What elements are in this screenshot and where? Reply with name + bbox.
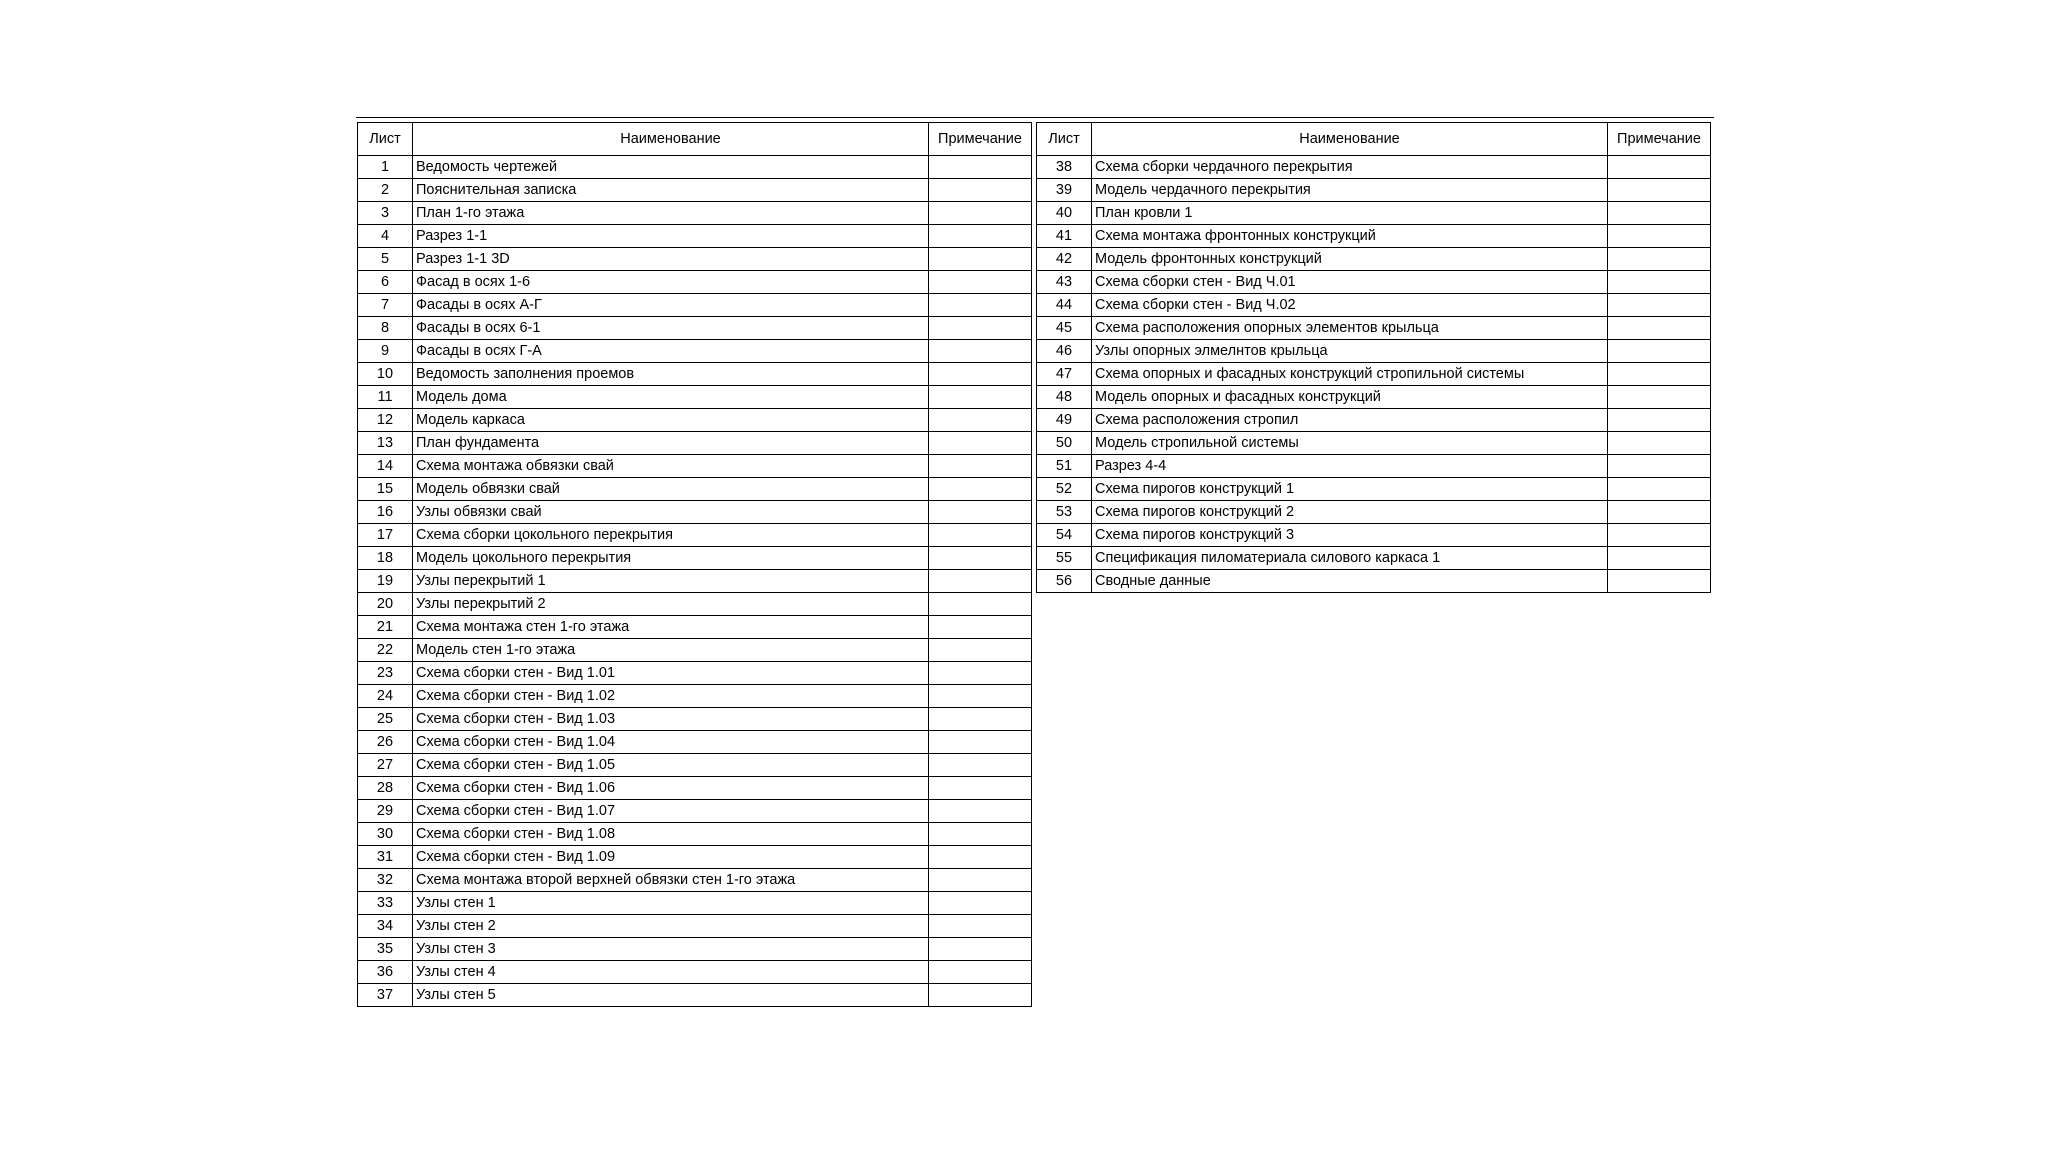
sheet-number-cell: 52 bbox=[1037, 478, 1092, 501]
sheet-number-cell: 44 bbox=[1037, 294, 1092, 317]
header-sheet: Лист bbox=[358, 123, 413, 156]
sheet-note-cell bbox=[929, 984, 1032, 1007]
sheet-name-cell: Схема сборки стен - Вид 1.08 bbox=[413, 823, 929, 846]
drawings-table-left bbox=[357, 122, 1032, 1007]
sheet-number-cell: 24 bbox=[358, 685, 413, 708]
sheet-name-cell: Фасады в осях Г-А bbox=[413, 340, 929, 363]
sheet-note-cell bbox=[1608, 317, 1711, 340]
sheet-note-cell bbox=[929, 938, 1032, 961]
header-sheet: Лист bbox=[1037, 123, 1092, 156]
sheet-name-cell: Узлы обвязки свай bbox=[413, 501, 929, 524]
table-row bbox=[358, 800, 1032, 823]
table-row bbox=[358, 455, 1032, 478]
table-row bbox=[358, 731, 1032, 754]
sheet-note-cell bbox=[929, 432, 1032, 455]
sheet-number-cell: 48 bbox=[1037, 386, 1092, 409]
sheet-number-cell: 14 bbox=[358, 455, 413, 478]
sheet-name-cell: Схема сборки стен - Вид 1.04 bbox=[413, 731, 929, 754]
sheet-number-cell: 50 bbox=[1037, 432, 1092, 455]
sheet-name-cell: Узлы стен 2 bbox=[413, 915, 929, 938]
table-row bbox=[358, 363, 1032, 386]
sheet-name-cell: Схема сборки стен - Вид 1.02 bbox=[413, 685, 929, 708]
sheet-note-cell bbox=[929, 662, 1032, 685]
table-row bbox=[358, 823, 1032, 846]
table-row bbox=[358, 938, 1032, 961]
sheet-note-cell bbox=[929, 156, 1032, 179]
sheet-name-cell: Ведомость чертежей bbox=[413, 156, 929, 179]
table-row bbox=[358, 639, 1032, 662]
sheet-note-cell bbox=[1608, 409, 1711, 432]
sheet-number-cell: 19 bbox=[358, 570, 413, 593]
sheet-note-cell bbox=[929, 616, 1032, 639]
sheet-note-cell bbox=[1608, 363, 1711, 386]
sheet-note-cell bbox=[929, 340, 1032, 363]
sheet-number-cell: 39 bbox=[1037, 179, 1092, 202]
sheet-note-cell bbox=[1608, 478, 1711, 501]
table-row bbox=[1037, 386, 1711, 409]
sheet-number-cell: 36 bbox=[358, 961, 413, 984]
sheet-note-cell bbox=[929, 570, 1032, 593]
sheet-name-cell: Схема сборки стен - Вид 1.03 bbox=[413, 708, 929, 731]
sheet-note-cell bbox=[929, 455, 1032, 478]
table-row bbox=[358, 478, 1032, 501]
sheet-note-cell bbox=[929, 225, 1032, 248]
sheet-note-cell bbox=[1608, 455, 1711, 478]
table-row bbox=[358, 570, 1032, 593]
table-row bbox=[358, 662, 1032, 685]
sheet-name-cell: Узлы стен 1 bbox=[413, 892, 929, 915]
header-name: Наименование bbox=[1092, 123, 1608, 156]
table-row bbox=[1037, 294, 1711, 317]
sheet-note-cell bbox=[1608, 340, 1711, 363]
sheet-note-cell bbox=[929, 501, 1032, 524]
sheet-number-cell: 40 bbox=[1037, 202, 1092, 225]
sheet-number-cell: 21 bbox=[358, 616, 413, 639]
table-row bbox=[358, 869, 1032, 892]
sheet-number-cell: 37 bbox=[358, 984, 413, 1007]
sheet-name-cell: Модель опорных и фасадных конструкций bbox=[1092, 386, 1608, 409]
top-rule bbox=[356, 117, 1714, 118]
sheet-note-cell bbox=[929, 869, 1032, 892]
sheet-note-cell bbox=[929, 248, 1032, 271]
table-row bbox=[358, 915, 1032, 938]
sheet-name-cell: Узлы перекрытий 2 bbox=[413, 593, 929, 616]
table-row bbox=[1037, 478, 1711, 501]
table-row bbox=[358, 202, 1032, 225]
sheet-name-cell: Модель стропильной системы bbox=[1092, 432, 1608, 455]
sheet-number-cell: 35 bbox=[358, 938, 413, 961]
sheet-note-cell bbox=[929, 294, 1032, 317]
sheet-note-cell bbox=[929, 639, 1032, 662]
sheet-note-cell bbox=[1608, 202, 1711, 225]
table-row bbox=[358, 547, 1032, 570]
sheet-note-cell bbox=[1608, 547, 1711, 570]
sheet-number-cell: 6 bbox=[358, 271, 413, 294]
sheet-number-cell: 7 bbox=[358, 294, 413, 317]
sheet-name-cell: Фасады в осях 6-1 bbox=[413, 317, 929, 340]
sheet-number-cell: 16 bbox=[358, 501, 413, 524]
header-note: Примечание bbox=[1608, 123, 1711, 156]
table-row bbox=[358, 501, 1032, 524]
sheet-note-cell bbox=[1608, 179, 1711, 202]
sheet-name-cell: Модель обвязки свай bbox=[413, 478, 929, 501]
sheet-note-cell bbox=[929, 524, 1032, 547]
sheet-note-cell bbox=[929, 685, 1032, 708]
sheet-number-cell: 18 bbox=[358, 547, 413, 570]
sheet-number-cell: 15 bbox=[358, 478, 413, 501]
sheet-note-cell bbox=[1608, 248, 1711, 271]
sheet-name-cell: Узлы перекрытий 1 bbox=[413, 570, 929, 593]
sheet-name-cell: Модель цокольного перекрытия bbox=[413, 547, 929, 570]
sheet-name-cell: Разрез 4-4 bbox=[1092, 455, 1608, 478]
table-row bbox=[1037, 501, 1711, 524]
table-row bbox=[1037, 432, 1711, 455]
sheet-note-cell bbox=[929, 593, 1032, 616]
header-note: Примечание bbox=[929, 123, 1032, 156]
sheet-note-cell bbox=[929, 386, 1032, 409]
sheet-note-cell bbox=[1608, 501, 1711, 524]
sheet-name-cell: Схема опорных и фасадных конструкций стропильной системы bbox=[1092, 363, 1608, 386]
sheet-name-cell: Модель каркаса bbox=[413, 409, 929, 432]
sheet-number-cell: 47 bbox=[1037, 363, 1092, 386]
sheet-number-cell: 56 bbox=[1037, 570, 1092, 593]
table-row bbox=[1037, 547, 1711, 570]
sheet-number-cell: 4 bbox=[358, 225, 413, 248]
sheet-number-cell: 10 bbox=[358, 363, 413, 386]
sheet-note-cell bbox=[1608, 156, 1711, 179]
sheet-note-cell bbox=[929, 892, 1032, 915]
sheet-name-cell: Разрез 1-1 3D bbox=[413, 248, 929, 271]
sheet-number-cell: 2 bbox=[358, 179, 413, 202]
sheet-number-cell: 49 bbox=[1037, 409, 1092, 432]
table-row bbox=[358, 179, 1032, 202]
table-row bbox=[358, 156, 1032, 179]
sheet-name-cell: Схема сборки стен - Вид Ч.02 bbox=[1092, 294, 1608, 317]
table-row bbox=[358, 271, 1032, 294]
sheet-number-cell: 17 bbox=[358, 524, 413, 547]
sheet-note-cell bbox=[929, 271, 1032, 294]
sheet-name-cell: Схема монтажа обвязки свай bbox=[413, 455, 929, 478]
table-row bbox=[358, 892, 1032, 915]
sheet-note-cell bbox=[1608, 294, 1711, 317]
sheet-number-cell: 34 bbox=[358, 915, 413, 938]
sheet-note-cell bbox=[929, 179, 1032, 202]
table-row bbox=[358, 616, 1032, 639]
sheet-number-cell: 8 bbox=[358, 317, 413, 340]
table-row bbox=[358, 386, 1032, 409]
sheet-name-cell: Схема сборки цокольного перекрытия bbox=[413, 524, 929, 547]
sheet-number-cell: 30 bbox=[358, 823, 413, 846]
sheet-name-cell: Модель чердачного перекрытия bbox=[1092, 179, 1608, 202]
sheet-number-cell: 45 bbox=[1037, 317, 1092, 340]
sheet-number-cell: 22 bbox=[358, 639, 413, 662]
sheet-number-cell: 43 bbox=[1037, 271, 1092, 294]
sheet-name-cell: Фасад в осях 1-6 bbox=[413, 271, 929, 294]
sheet-number-cell: 12 bbox=[358, 409, 413, 432]
sheet-note-cell bbox=[929, 317, 1032, 340]
sheet-number-cell: 41 bbox=[1037, 225, 1092, 248]
sheet-number-cell: 53 bbox=[1037, 501, 1092, 524]
sheet-note-cell bbox=[929, 363, 1032, 386]
sheet-number-cell: 29 bbox=[358, 800, 413, 823]
sheet-name-cell: Схема пирогов конструкций 2 bbox=[1092, 501, 1608, 524]
table-row bbox=[1037, 179, 1711, 202]
sheet-number-cell: 1 bbox=[358, 156, 413, 179]
sheet-name-cell: Схема сборки стен - Вид Ч.01 bbox=[1092, 271, 1608, 294]
sheet-name-cell: Схема сборки чердачного перекрытия bbox=[1092, 156, 1608, 179]
sheet-number-cell: 32 bbox=[358, 869, 413, 892]
sheet-number-cell: 27 bbox=[358, 754, 413, 777]
sheet-note-cell bbox=[929, 708, 1032, 731]
sheet-note-cell bbox=[929, 823, 1032, 846]
sheet-name-cell: Схема монтажа фронтонных конструкций bbox=[1092, 225, 1608, 248]
sheet-name-cell: Разрез 1-1 bbox=[413, 225, 929, 248]
sheet-name-cell: Модель дома bbox=[413, 386, 929, 409]
sheet-number-cell: 20 bbox=[358, 593, 413, 616]
sheet-note-cell bbox=[1608, 524, 1711, 547]
sheet-number-cell: 11 bbox=[358, 386, 413, 409]
sheet-name-cell: Спецификация пиломатериала силового каркаса 1 bbox=[1092, 547, 1608, 570]
sheet-note-cell bbox=[1608, 271, 1711, 294]
sheet-note-cell bbox=[929, 800, 1032, 823]
sheet-name-cell: План фундамента bbox=[413, 432, 929, 455]
sheet-name-cell: Пояснительная записка bbox=[413, 179, 929, 202]
table-row bbox=[358, 432, 1032, 455]
sheet-name-cell: Ведомость заполнения проемов bbox=[413, 363, 929, 386]
table-row bbox=[358, 225, 1032, 248]
table-row bbox=[1037, 271, 1711, 294]
sheet-name-cell: Схема сборки стен - Вид 1.09 bbox=[413, 846, 929, 869]
table-row bbox=[1037, 317, 1711, 340]
sheet-number-cell: 9 bbox=[358, 340, 413, 363]
sheet-name-cell: План кровли 1 bbox=[1092, 202, 1608, 225]
sheet-name-cell: Схема монтажа второй верхней обвязки стен 1-го этажа bbox=[413, 869, 929, 892]
table-row bbox=[358, 593, 1032, 616]
table-row bbox=[358, 340, 1032, 363]
sheet-note-cell bbox=[929, 478, 1032, 501]
sheet-note-cell bbox=[929, 915, 1032, 938]
sheet-number-cell: 42 bbox=[1037, 248, 1092, 271]
sheet-name-cell: Схема пирогов конструкций 3 bbox=[1092, 524, 1608, 547]
sheet-number-cell: 5 bbox=[358, 248, 413, 271]
drawings-table-right bbox=[1036, 122, 1711, 593]
table-row bbox=[358, 984, 1032, 1007]
sheet-name-cell: Схема сборки стен - Вид 1.06 bbox=[413, 777, 929, 800]
table-row bbox=[1037, 409, 1711, 432]
table-row bbox=[358, 754, 1032, 777]
table-row bbox=[1037, 225, 1711, 248]
header-name: Наименование bbox=[413, 123, 929, 156]
sheet-name-cell: Схема сборки стен - Вид 1.01 bbox=[413, 662, 929, 685]
sheet-number-cell: 55 bbox=[1037, 547, 1092, 570]
table-row bbox=[358, 294, 1032, 317]
sheet-note-cell bbox=[1608, 570, 1711, 593]
sheet-note-cell bbox=[929, 961, 1032, 984]
sheet-note-cell bbox=[1608, 432, 1711, 455]
table-row bbox=[1037, 524, 1711, 547]
table-row bbox=[358, 409, 1032, 432]
table-row bbox=[1037, 156, 1711, 179]
header-row bbox=[358, 123, 1032, 156]
sheet-number-cell: 38 bbox=[1037, 156, 1092, 179]
sheet-note-cell bbox=[929, 846, 1032, 869]
sheet-number-cell: 23 bbox=[358, 662, 413, 685]
sheet-number-cell: 28 bbox=[358, 777, 413, 800]
table-row bbox=[1037, 455, 1711, 478]
sheet-number-cell: 26 bbox=[358, 731, 413, 754]
sheet-number-cell: 54 bbox=[1037, 524, 1092, 547]
sheet-name-cell: Модель стен 1-го этажа bbox=[413, 639, 929, 662]
sheet-note-cell bbox=[929, 731, 1032, 754]
sheet-note-cell bbox=[929, 777, 1032, 800]
sheet-name-cell: План 1-го этажа bbox=[413, 202, 929, 225]
sheet-name-cell: Узлы стен 3 bbox=[413, 938, 929, 961]
table-row bbox=[358, 708, 1032, 731]
sheet-name-cell: Схема сборки стен - Вид 1.07 bbox=[413, 800, 929, 823]
table-row bbox=[358, 961, 1032, 984]
sheet-name-cell: Схема расположения опорных элементов крыльца bbox=[1092, 317, 1608, 340]
sheet-name-cell: Сводные данные bbox=[1092, 570, 1608, 593]
sheet-name-cell: Схема сборки стен - Вид 1.05 bbox=[413, 754, 929, 777]
sheet-name-cell: Схема монтажа стен 1-го этажа bbox=[413, 616, 929, 639]
table-row bbox=[358, 685, 1032, 708]
table-row bbox=[1037, 570, 1711, 593]
sheet-name-cell: Модель фронтонных конструкций bbox=[1092, 248, 1608, 271]
sheet-note-cell bbox=[1608, 386, 1711, 409]
sheet-number-cell: 33 bbox=[358, 892, 413, 915]
sheet-note-cell bbox=[929, 754, 1032, 777]
table-row bbox=[1037, 363, 1711, 386]
sheet-number-cell: 13 bbox=[358, 432, 413, 455]
table-row bbox=[358, 777, 1032, 800]
table-row bbox=[358, 846, 1032, 869]
sheet-name-cell: Узлы стен 4 bbox=[413, 961, 929, 984]
header-row bbox=[1037, 123, 1711, 156]
sheet-name-cell: Узлы опорных элмелнтов крыльца bbox=[1092, 340, 1608, 363]
sheet-note-cell bbox=[929, 547, 1032, 570]
sheet-name-cell: Фасады в осях А-Г bbox=[413, 294, 929, 317]
sheet-number-cell: 25 bbox=[358, 708, 413, 731]
table-row bbox=[1037, 340, 1711, 363]
sheet-name-cell: Узлы стен 5 bbox=[413, 984, 929, 1007]
sheet-number-cell: 51 bbox=[1037, 455, 1092, 478]
sheet-number-cell: 31 bbox=[358, 846, 413, 869]
sheet-note-cell bbox=[929, 409, 1032, 432]
sheet-name-cell: Схема расположения стропил bbox=[1092, 409, 1608, 432]
table-row bbox=[1037, 202, 1711, 225]
table-row bbox=[1037, 248, 1711, 271]
sheet-number-cell: 3 bbox=[358, 202, 413, 225]
sheet-number-cell: 46 bbox=[1037, 340, 1092, 363]
table-row bbox=[358, 524, 1032, 547]
sheet-note-cell bbox=[929, 202, 1032, 225]
table-row bbox=[358, 317, 1032, 340]
sheet-name-cell: Схема пирогов конструкций 1 bbox=[1092, 478, 1608, 501]
sheet-note-cell bbox=[1608, 225, 1711, 248]
table-row bbox=[358, 248, 1032, 271]
